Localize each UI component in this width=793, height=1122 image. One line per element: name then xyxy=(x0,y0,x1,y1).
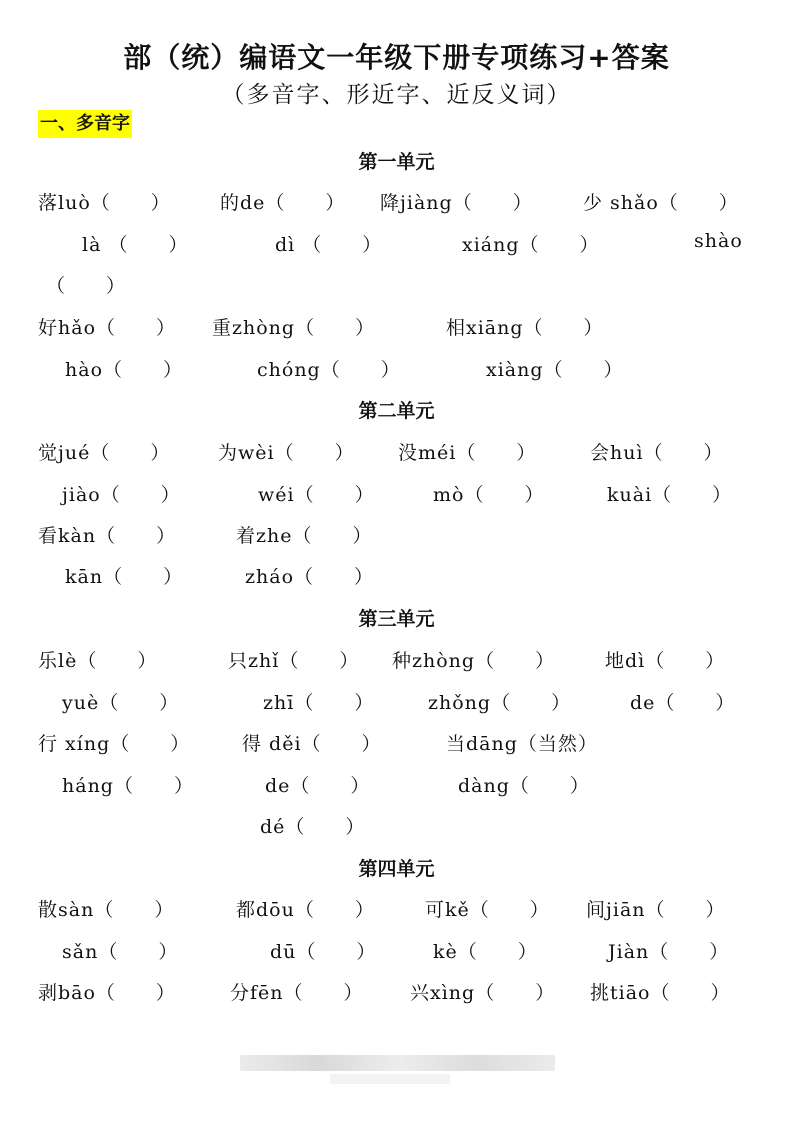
entry: 觉jué（ ） xyxy=(38,442,171,464)
entry: dì （ ） xyxy=(275,234,383,256)
entry: 乐lè（ ） xyxy=(38,650,158,672)
section-heading: 一、多音字 xyxy=(38,110,132,138)
entry: háng（ ） xyxy=(62,775,194,797)
unit-heading-1: 第一单元 xyxy=(358,151,435,173)
entry: 剥bāo（ ） xyxy=(38,982,176,1004)
entry: zhǒng（ ） xyxy=(428,692,572,714)
entry: 看kàn（ ） xyxy=(38,525,177,547)
entry: 行 xíng（ ） xyxy=(38,733,191,755)
entry: zhī（ ） xyxy=(263,692,375,714)
entry: 落luò（ ） xyxy=(38,192,171,214)
page-subtitle: （多音字、形近字、近反义词） xyxy=(221,82,572,108)
entry: dé（ ） xyxy=(260,816,366,838)
entry: （ ） xyxy=(46,275,127,297)
entry: 分fēn（ ） xyxy=(230,982,364,1004)
entry: de（ ） xyxy=(265,775,371,797)
entry: yuè（ ） xyxy=(62,692,180,714)
entry: hào（ ） xyxy=(65,359,184,381)
entry: jiào（ ） xyxy=(62,484,181,506)
entry: 种zhòng（ ） xyxy=(392,650,556,672)
entry: 好hǎo（ ） xyxy=(38,317,177,339)
entry: 地dì（ ） xyxy=(605,650,726,672)
entry: 会huì（ ） xyxy=(590,442,724,464)
entry: kè（ ） xyxy=(433,941,538,963)
entry: 当dāng（当然） xyxy=(446,733,598,755)
entry: mò（ ） xyxy=(433,484,545,506)
entry: 的de（ ） xyxy=(220,192,346,214)
entry: 可kě（ ） xyxy=(425,899,550,921)
blurred-watermark xyxy=(240,1055,555,1071)
entry: Jiàn（ ） xyxy=(608,941,730,963)
entry: là （ ） xyxy=(82,234,189,256)
entry: chóng（ ） xyxy=(257,359,401,381)
page-cut-mask xyxy=(0,1018,793,1032)
entry: 兴xìng（ ） xyxy=(410,982,556,1004)
entry: 间jiān（ ） xyxy=(586,899,726,921)
entry: xiàng（ ） xyxy=(486,359,624,381)
entry: 都dōu（ ） xyxy=(236,899,375,921)
entry: xiáng（ ） xyxy=(462,234,600,256)
entry: 散sàn（ ） xyxy=(38,899,175,921)
entry: 相xiāng（ ） xyxy=(446,317,604,339)
entry: kān（ ） xyxy=(65,566,184,588)
entry: 少 shǎo（ ） xyxy=(583,192,739,214)
entry: de（ ） xyxy=(630,692,736,714)
entry: sǎn（ ） xyxy=(62,941,179,963)
entry: 为wèi（ ） xyxy=(218,442,355,464)
entry: dàng（ ） xyxy=(458,775,590,797)
entry: wéi（ ） xyxy=(258,484,375,506)
entry: kuài（ ） xyxy=(607,484,733,506)
unit-heading-3: 第三单元 xyxy=(358,608,435,630)
entry: shào xyxy=(694,230,743,252)
entry: 得 děi（ ） xyxy=(242,733,382,755)
entry: 降jiàng（ ） xyxy=(380,192,533,214)
unit-heading-2: 第二单元 xyxy=(358,400,435,422)
entry: dū（ ） xyxy=(270,941,377,963)
blurred-watermark-line xyxy=(330,1074,450,1084)
entry: zháo（ ） xyxy=(245,566,375,588)
entry: 只zhǐ（ ） xyxy=(228,650,360,672)
entry: 没méi（ ） xyxy=(398,442,537,464)
unit-heading-4: 第四单元 xyxy=(358,858,435,880)
entry: 挑tiāo（ ） xyxy=(590,982,731,1004)
entry: 重zhòng（ ） xyxy=(212,317,376,339)
page-title: 部（统）编语文一年级下册专项练习+答案 xyxy=(123,41,670,74)
entry: 着zhe（ ） xyxy=(236,525,373,547)
